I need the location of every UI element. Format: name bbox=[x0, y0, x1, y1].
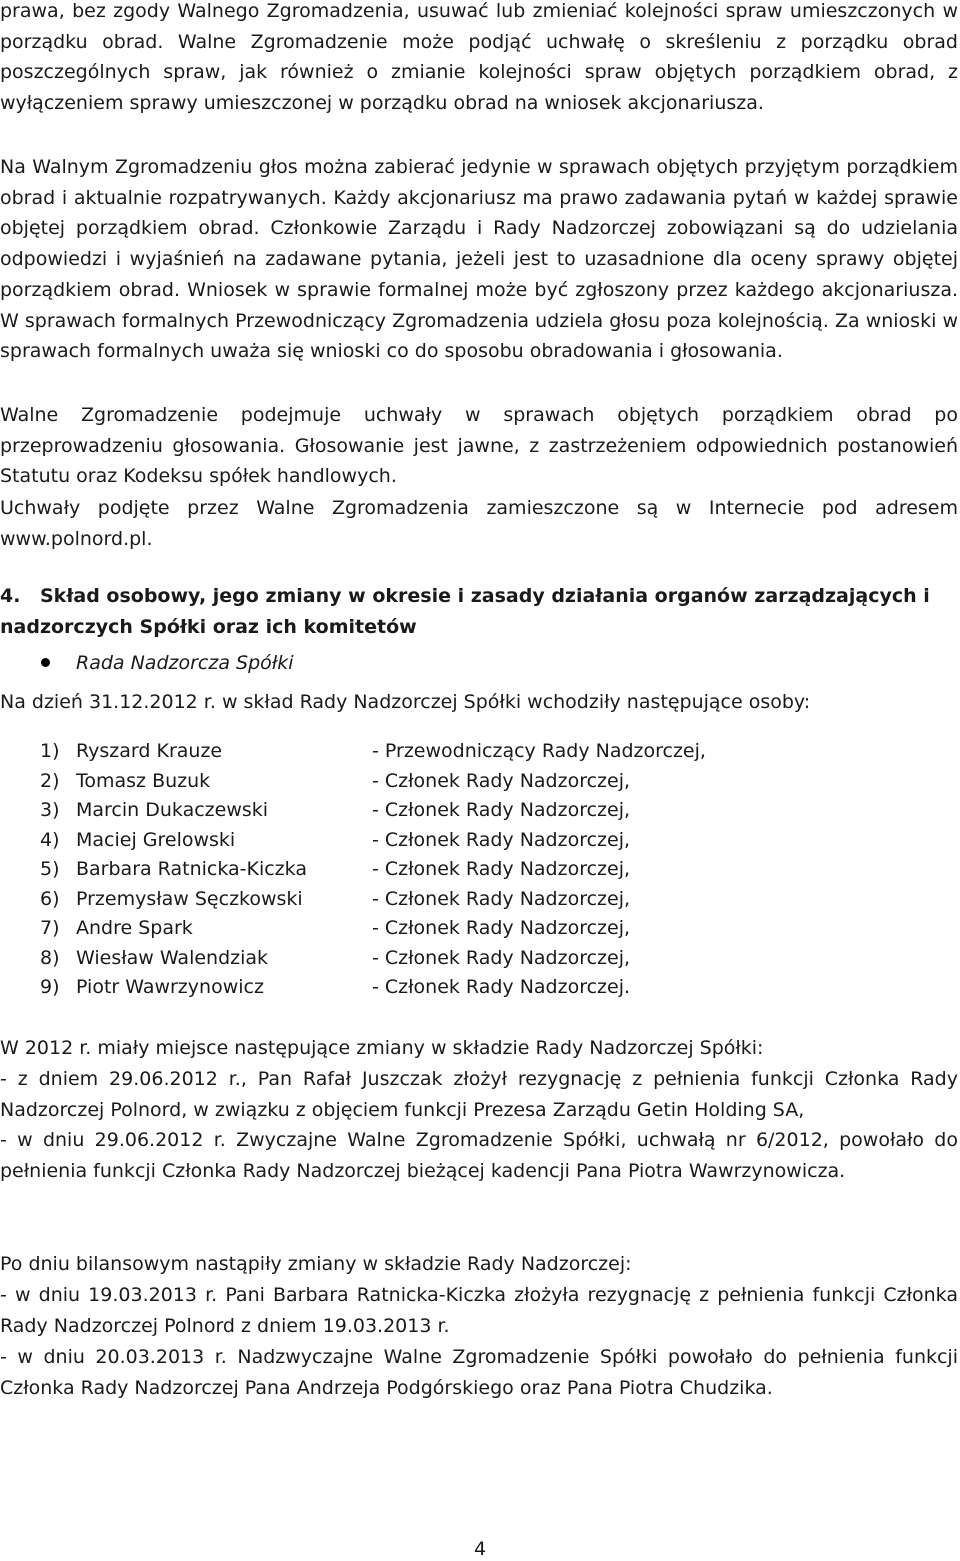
paragraph-agenda-order: prawa, bez zgody Walnego Zgromadzenia, usuwać lub zmieniać kolejności spraw umieszczonych w porządku obrad. Walne Zgromadzenie może podjąć uchwałę o skreśleniu z porządku obrad poszczególnych spraw, jak również o zmianie kolejności spraw objętych porządkiem obrad, z wyłączeniem sprawy umieszczonej w porządku obrad na wniosek akcjonariusza. bbox=[0, 0, 958, 115]
member-role: - Członek Rady Nadzorczej, bbox=[372, 858, 631, 880]
list-item bbox=[0, 885, 960, 915]
changes-after-item-1: - w dniu 19.03.2013 r. Pani Barbara Ratnicka-Kiczka złożyła rezygnację z pełnienia funkcji Członka Rady Nadzorczej Polnord z dniem 19.03.2013 r. bbox=[0, 1284, 958, 1337]
member-index: 2) bbox=[40, 769, 60, 792]
member-index: 9) bbox=[40, 976, 60, 998]
member-index: 8) bbox=[40, 946, 60, 969]
board-intro: Na dzień 31.12.2012 r. w skład Rady Nadzorczej Spółki wchodziły następujące osoby: bbox=[0, 691, 811, 713]
member-role: - Członek Rady Nadzorczej, bbox=[372, 828, 631, 851]
bullet-dot-icon bbox=[41, 658, 50, 667]
member-index: 5) bbox=[40, 858, 60, 880]
member-role: - Członek Rady Nadzorczej, bbox=[372, 887, 631, 910]
member-role: - Członek Rady Nadzorczej. bbox=[372, 976, 631, 998]
member-role: - Przewodniczący Rady Nadzorczej, bbox=[372, 740, 706, 762]
member-name: Piotr Wawrzynowicz bbox=[76, 976, 264, 998]
list-item bbox=[0, 796, 960, 826]
page-number: 4 bbox=[473, 1538, 487, 1560]
member-index: 6) bbox=[40, 887, 60, 910]
section-number: 4. bbox=[0, 585, 21, 607]
member-index: 4) bbox=[40, 828, 60, 851]
member-index: 3) bbox=[40, 799, 60, 821]
changes-2012-item-2: - w dniu 29.06.2012 r. Zwyczajne Walne Zgromadzenie Spółki, uchwałą nr 6/2012, powołało do pełnienia funkcji Członka Rady Nadzorczej bieżącej kadencji Pana Piotra Wawrzynowicza. bbox=[0, 1129, 958, 1182]
member-role: - Członek Rady Nadzorczej, bbox=[372, 917, 631, 939]
member-name: Maciej Grelowski bbox=[76, 828, 236, 851]
member-role: - Członek Rady Nadzorczej, bbox=[372, 946, 631, 969]
subsection-bullet bbox=[0, 648, 600, 678]
paragraph-resolutions-url: Uchwały podjęte przez Walne Zgromadzenia zamieszczone są w Internecie pod adresem www.polnord.pl. bbox=[0, 497, 958, 550]
changes-2012-item-1: - z dniem 29.06.2012 r., Pan Rafał Juszczak złożył rezygnację z pełnienia funkcji Członka Rady Nadzorczej Polnord, w związku z objęciem funkcji Prezesa Zarządu Getin Holding SA, bbox=[0, 1068, 958, 1121]
list-item bbox=[0, 855, 960, 885]
list-item bbox=[0, 944, 960, 974]
changes-after-intro: Po dniu bilansowym nastąpiły zmiany w składzie Rady Nadzorczej: bbox=[0, 1253, 632, 1275]
paragraph-speaking-rules: Na Walnym Zgromadzeniu głos można zabierać jedynie w sprawach objętych przyjętym porządkiem obrad i aktualnie rozpatrywanych. Każdy akcjonariusz ma prawo zadawania pytań w każdej sprawie objętej porządkiem obrad. Członkowie Zarządu i Rady Nadzorczej zobowiązani są do udzielania odpowiedzi i wyjaśnień na zadawane pytania, jeżeli jest to uzasadnione dla oceny sprawy objętej porządkiem obrad. Wniosek w sprawie formalnej może być zgłoszony przez każdego akcjonariusza. W sprawach formalnych Przewodniczący Zgromadzenia udziela głosu poza kolejnością. Za wnioski w sprawach formalnych uważa się wnioski co do sposobu obradowania i głosowania. bbox=[0, 156, 958, 363]
member-name: Przemysław Sęczkowski bbox=[76, 887, 303, 910]
member-role: - Członek Rady Nadzorczej, bbox=[372, 769, 631, 792]
member-name: Marcin Dukaczewski bbox=[76, 799, 269, 821]
board-members-list bbox=[0, 737, 960, 1003]
member-name: Ryszard Krauze bbox=[76, 740, 223, 762]
member-name: Tomasz Buzuk bbox=[76, 769, 211, 792]
member-index: 1) bbox=[40, 740, 60, 762]
member-role: - Członek Rady Nadzorczej, bbox=[372, 799, 631, 821]
member-name: Barbara Ratnicka-Kiczka bbox=[76, 858, 307, 880]
member-name: Wiesław Walendziak bbox=[76, 946, 269, 969]
list-item bbox=[0, 914, 960, 944]
changes-2012-intro: W 2012 r. miały miejsce następujące zmiany w składzie Rady Nadzorczej Spółki: bbox=[0, 1037, 764, 1059]
member-index: 7) bbox=[40, 917, 60, 939]
list-item bbox=[0, 826, 960, 856]
member-name: Andre Spark bbox=[76, 917, 193, 939]
changes-after-item-2: - w dniu 20.03.2013 r. Nadzwyczajne Walne Zgromadzenie Spółki powołało do pełnienia funkcji Członka Rady Nadzorczej Pana Andrzeja Podgórskiego oraz Pana Piotra Chudzika. bbox=[0, 1346, 958, 1399]
list-item bbox=[0, 737, 960, 767]
list-item bbox=[0, 767, 960, 797]
section-heading bbox=[0, 581, 958, 643]
subsection-title: Rada Nadzorcza Spółki bbox=[76, 652, 294, 674]
list-item bbox=[0, 973, 960, 1003]
section-title: Skład osobowy, jego zmiany w okresie i zasady działania organów zarządzających i nadzorczych Spółki oraz ich komitetów bbox=[0, 585, 930, 638]
paragraph-voting: Walne Zgromadzenie podejmuje uchwały w sprawach objętych porządkiem obrad po przeprowadzeniu głosowania. Głosowanie jest jawne, z zastrzeżeniem odpowiednich postanowień Statutu oraz Kodeksu spółek handlowych. bbox=[0, 404, 958, 488]
